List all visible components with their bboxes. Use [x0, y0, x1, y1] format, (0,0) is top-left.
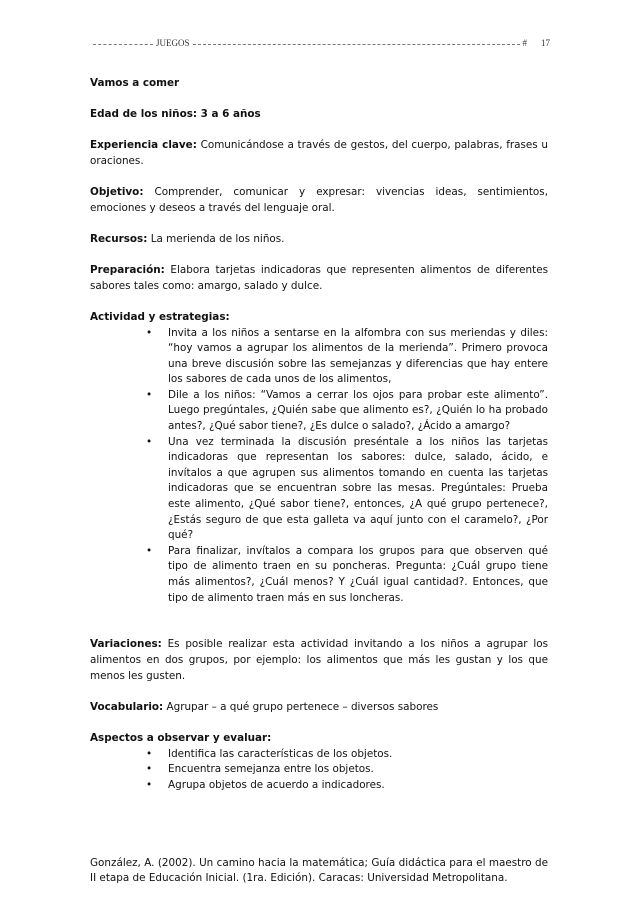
header-hash: #: [522, 38, 527, 48]
list-item-text: Agrupa objetos de acuerdo a indicadores.: [168, 778, 385, 791]
key-experience: [90, 138, 548, 169]
bullet-icon: •: [146, 326, 153, 339]
list-item-text: Encuentra semejanza entre los objetos.: [168, 763, 374, 776]
evaluation-heading: Aspectos a observar y evaluar:: [90, 731, 272, 744]
variations-label: Variaciones:: [90, 638, 162, 651]
list-item: [90, 762, 548, 778]
resources-label: Recursos:: [90, 232, 148, 245]
preparation-label: Preparación:: [90, 264, 165, 277]
header-rule-left: [93, 44, 153, 45]
preparation-text: Elabora tarjetas indicadoras que representen alimentos de diferentes sabores tales como: amargo, salado y dulce.: [90, 264, 548, 292]
bullet-icon: •: [146, 435, 153, 448]
header-rule-right: [193, 44, 520, 45]
variations: [90, 637, 548, 684]
activities-list: [90, 326, 548, 607]
objective: [90, 185, 548, 216]
key-experience-label: Experiencia clave:: [90, 139, 197, 152]
objective-text: Comprender, comunicar y expresar: vivencias ideas, sentimientos, emociones y deseos a través del lenguaje oral.: [90, 186, 548, 214]
list-item: [90, 544, 548, 606]
resources: [90, 232, 548, 248]
age-range: Edad de los niños: 3 a 6 años: [90, 108, 261, 121]
key-experience-text: Comunicándose a través de gestos, del cuerpo, palabras, frases u oraciones.: [90, 139, 548, 167]
page-number: 17: [541, 38, 550, 48]
objective-label: Objetivo:: [90, 186, 144, 199]
list-item-text: Dile a los niños: “Vamos a cerrar los ojos para probar este alimento”. Luego pregúntales, ¿Quién sabe que alimento es?, ¿Quién lo ha probado antes?, ¿Qué sabor tiene?, ¿Es dulce o salado?, ¿Ácido a amargo?: [168, 388, 548, 433]
list-item: [90, 747, 548, 763]
activities-heading: Actividad y estrategias:: [90, 310, 230, 323]
vocabulary-label: Vocabulario:: [90, 700, 164, 713]
resources-text: La merienda de los niños.: [150, 232, 285, 245]
bullet-icon: •: [146, 778, 153, 791]
evaluation-list: [90, 747, 548, 794]
preparation: [90, 263, 548, 294]
list-item: [90, 778, 548, 794]
document-body: [90, 76, 548, 887]
list-item: [90, 388, 548, 435]
list-item: [90, 326, 548, 388]
bibliographic-reference: González, A. (2002). Un camino hacia la matemática; Guía didáctica para el maestro de II etapa de Educación Inicial. (1ra. Edición). Caracas: Universidad Metropolitana.: [90, 856, 548, 885]
vocabulary: [90, 700, 548, 716]
header-section-title: JUEGOS: [156, 38, 190, 48]
list-item-text: Identifica las características de los objetos.: [168, 747, 393, 760]
list-item-text: Invita a los niños a sentarse en la alfombra con sus meriendas y diles: “hoy vamos a agrupar los alimentos de la merienda”. Primero provoca una breve discusión sobre las semejanzas y diferencias que hay entere los sabores de cada unos de los alimentos,: [168, 326, 548, 386]
list-item-text: Una vez terminada la discusión preséntale a los niños las tarjetas indicadoras que representan los sabores: dulce, salado, ácido, e invítalos a que agrupen sus alimentos tomando en cuenta las tarjetas indicadoras que se encuentran sobre las mesas. Pregúntales: Prueba este alimento, ¿Qué sabor tiene?, entonces, ¿A qué grupo pertenece?, ¿Estás seguro de que esta galleta va aquí junto con el caramelo?, ¿Por qué?: [168, 435, 548, 542]
list-item: [90, 435, 548, 544]
bullet-icon: •: [146, 388, 153, 401]
bullet-icon: •: [146, 544, 153, 557]
list-item-text: Para finalizar, invítalos a compara los grupos para que observen qué tipo de alimento traen en su poncheras. Pregunta: ¿Cuál grupo tiene más alimentos?, ¿Cuál menos? Y ¿Cuál igual cantidad?. Entonces, que tipo de alimento traen más en sus loncheras.: [168, 544, 548, 604]
bullet-icon: •: [146, 763, 153, 776]
variations-text: Es posible realizar esta actividad invitando a los niños a agrupar los alimentos en dos grupos, por ejemplo: los alimentos que más les gustan y los que menos les gusten.: [90, 638, 548, 682]
page-header: [90, 38, 550, 48]
bullet-icon: •: [146, 747, 153, 760]
activity-title: Vamos a comer: [90, 77, 180, 89]
vocabulary-text: Agrupar – a qué grupo pertenece – diversos sabores: [166, 700, 439, 713]
